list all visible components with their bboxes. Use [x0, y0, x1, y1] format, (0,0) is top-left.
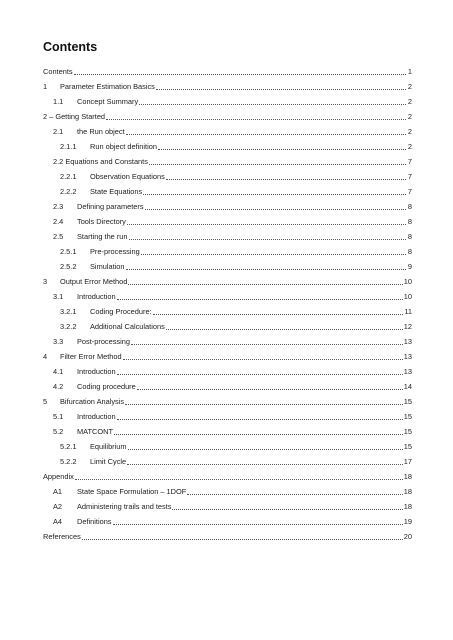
toc-entry-page-number: 18: [403, 472, 412, 481]
toc-entry-number: 2.5: [53, 232, 64, 241]
toc-entry-title: Output Error Method: [60, 277, 128, 286]
toc-entry-number: 2.2.2: [60, 187, 77, 196]
toc-entry-page-number: 17: [403, 457, 412, 466]
toc-entry-number: 2.1.1: [60, 142, 77, 151]
toc-entry-title: Coding Procedure:: [90, 307, 152, 316]
toc-entry-number: 3.3: [53, 337, 64, 346]
toc-entry-page-number: 13: [403, 337, 412, 346]
toc-entry-page-number: 15: [403, 427, 412, 436]
toc-entry[interactable]: [43, 497, 412, 512]
toc-entry-page-number: 7: [407, 157, 412, 166]
toc-entry-number: 2.3: [53, 202, 64, 211]
toc-entry-number: 5.2.1: [60, 442, 77, 451]
toc-entry-title: Observation Equations: [90, 172, 165, 181]
toc-entry-page-number: 12: [403, 322, 412, 331]
dot-leader: [145, 209, 406, 210]
toc-entry-page-number: 2: [407, 127, 412, 136]
toc-entry-number: 2.5.1: [60, 247, 77, 256]
dot-leader: [127, 464, 403, 465]
dot-leader: [149, 164, 406, 165]
toc-entry[interactable]: [43, 467, 412, 482]
toc-entry-page-number: 2: [407, 142, 412, 151]
toc-entry[interactable]: [43, 317, 412, 332]
toc-entry-page-number: 7: [407, 172, 412, 181]
toc-entry-number: 5: [43, 397, 48, 406]
toc-entry-number: 3: [43, 277, 48, 286]
toc-entry[interactable]: [43, 407, 412, 422]
toc-entry[interactable]: [43, 332, 412, 347]
dot-leader: [82, 539, 403, 540]
toc-entry[interactable]: [43, 242, 412, 257]
toc-entry-title: Additional Calculations: [90, 322, 165, 331]
toc-entry-number: 3.2.1: [60, 307, 77, 316]
dot-leader: [74, 74, 406, 75]
toc-entry[interactable]: [43, 257, 412, 272]
toc-entry[interactable]: [43, 287, 412, 302]
toc-entry-number: 2.5.2: [60, 262, 77, 271]
dot-leader: [106, 119, 406, 120]
toc-entry-title: Introduction: [77, 367, 116, 376]
toc-entry-page-number: 15: [403, 397, 412, 406]
toc-entry-title: Coding procedure: [77, 382, 136, 391]
toc-entry-number: 1.1: [53, 97, 64, 106]
dot-leader: [125, 404, 403, 405]
toc-entry-number: 5.2.2: [60, 457, 77, 466]
toc-entry-number: A1: [53, 487, 63, 496]
toc-entry-title: Contents: [43, 67, 73, 76]
toc-entry-number: 2.4: [53, 217, 64, 226]
toc-entry-title: the Run object: [77, 127, 125, 136]
contents-heading: Contents: [43, 40, 98, 54]
dot-leader: [187, 494, 402, 495]
toc-entry-title: Tools Directory: [77, 217, 126, 226]
toc-entry-title: Bifurcation Analysis: [60, 397, 125, 406]
toc-entry-title: Starting the run: [77, 232, 128, 241]
toc-entry-title: Equilibrium: [90, 442, 127, 451]
dot-leader: [139, 104, 406, 105]
toc-entry-page-number: 18: [403, 502, 412, 511]
toc-entry-number: 2.1: [53, 127, 64, 136]
dot-leader: [143, 194, 406, 195]
toc-entry[interactable]: [43, 377, 412, 392]
toc-entry-title: Filter Error Method: [60, 352, 122, 361]
toc-entry-page-number: 13: [403, 367, 412, 376]
toc-entry[interactable]: [43, 167, 412, 182]
toc-entry-number: 5.2: [53, 427, 64, 436]
toc-entry[interactable]: [43, 212, 412, 227]
toc-entry-title: Introduction: [77, 412, 116, 421]
dot-leader: [166, 329, 403, 330]
toc-entry-page-number: 19: [403, 517, 412, 526]
dot-leader: [114, 434, 403, 435]
toc-entry-title: Run object definition: [90, 142, 157, 151]
dot-leader: [156, 89, 406, 90]
toc-entry[interactable]: [43, 347, 412, 362]
dot-leader: [153, 314, 404, 315]
dot-leader: [127, 224, 406, 225]
toc-entry-number: 3.1: [53, 292, 64, 301]
toc-entry-number: A2: [53, 502, 63, 511]
dot-leader: [172, 509, 402, 510]
toc-entry-title: Limit Cycle: [90, 457, 127, 466]
toc-entry-page-number: 1: [407, 67, 412, 76]
toc-entry[interactable]: [43, 272, 412, 287]
dot-leader: [166, 179, 406, 180]
toc-entry-page-number: 8: [407, 202, 412, 211]
toc-entry-number: A4: [53, 517, 63, 526]
toc-entry[interactable]: [43, 422, 412, 437]
toc-entry-page-number: 9: [407, 262, 412, 271]
toc-entry[interactable]: [43, 302, 412, 317]
dot-leader: [131, 344, 403, 345]
toc-entry[interactable]: [43, 62, 412, 77]
toc-entry[interactable]: [43, 362, 412, 377]
toc-entry-page-number: 11: [404, 307, 412, 316]
dot-leader: [113, 524, 403, 525]
dot-leader: [158, 149, 406, 150]
dot-leader: [117, 419, 403, 420]
toc-entry[interactable]: [43, 482, 412, 497]
toc-entry-page-number: 18: [403, 487, 412, 496]
toc-entry-title: Parameter Estimation Basics: [60, 82, 155, 91]
dot-leader: [129, 239, 406, 240]
toc-entry-page-number: 20: [403, 532, 412, 541]
toc-entry[interactable]: [43, 92, 412, 107]
dot-leader: [75, 479, 403, 480]
toc-entry[interactable]: [43, 152, 412, 167]
toc-entry-page-number: 15: [403, 442, 412, 451]
dot-leader: [117, 299, 403, 300]
toc-entry[interactable]: [43, 107, 412, 122]
toc-entry-title: Pre-processing: [90, 247, 140, 256]
toc-entry-title: State Equations: [90, 187, 143, 196]
dot-leader: [117, 374, 403, 375]
toc-entry-number: 1: [43, 82, 48, 91]
dot-leader: [126, 134, 406, 135]
toc-entry[interactable]: [43, 137, 412, 152]
toc-entry-number: 2.2.1: [60, 172, 77, 181]
toc-entry-title: State Space Formulation – 1DOF: [77, 487, 187, 496]
toc-entry[interactable]: [43, 122, 412, 137]
toc-entry-title: MATCONT: [77, 427, 113, 436]
toc-entry-page-number: 8: [407, 232, 412, 241]
toc-entry-page-number: 13: [403, 352, 412, 361]
toc-entry-page-number: 2: [407, 97, 412, 106]
dot-leader: [128, 449, 403, 450]
toc-entry-title: Post-processing: [77, 337, 130, 346]
toc-entry-page-number: 15: [403, 412, 412, 421]
toc-entry-number: 4.1: [53, 367, 64, 376]
toc-entry-page-number: 8: [407, 247, 412, 256]
toc-entry[interactable]: [43, 182, 412, 197]
toc-entry-page-number: 8: [407, 217, 412, 226]
toc-entry-title: 2.2 Equations and Constants: [53, 157, 148, 166]
toc-entry-number: 5.1: [53, 412, 64, 421]
toc-entry-title: Appendix: [43, 472, 74, 481]
toc-entry-title: Introduction: [77, 292, 116, 301]
toc-entry-number: 4: [43, 352, 48, 361]
toc-entry[interactable]: [43, 77, 412, 92]
toc-entry[interactable]: [43, 437, 412, 452]
toc-entry-title: Definitions: [77, 517, 112, 526]
toc-entry-page-number: 2: [407, 82, 412, 91]
toc-entry-title: Administering trails and tests: [77, 502, 172, 511]
dot-leader: [126, 269, 406, 270]
dot-leader: [137, 389, 403, 390]
toc-entry-page-number: 10: [403, 277, 412, 286]
toc-entry[interactable]: [43, 452, 412, 467]
table-of-contents: [43, 62, 412, 542]
dot-leader: [141, 254, 406, 255]
toc-entry-page-number: 10: [403, 292, 412, 301]
toc-entry-page-number: 2: [407, 112, 412, 121]
toc-entry-title: 2 – Getting Started: [43, 112, 106, 121]
toc-entry-title: Defining parameters: [77, 202, 144, 211]
toc-entry-title: Simulation: [90, 262, 125, 271]
toc-entry-page-number: 14: [403, 382, 412, 391]
dot-leader: [128, 284, 402, 285]
toc-entry-page-number: 7: [407, 187, 412, 196]
toc-entry-number: 4.2: [53, 382, 64, 391]
toc-entry[interactable]: [43, 197, 412, 212]
toc-entry[interactable]: [43, 512, 412, 527]
toc-entry-number: 3.2.2: [60, 322, 77, 331]
toc-entry[interactable]: [43, 527, 412, 542]
toc-entry[interactable]: [43, 392, 412, 407]
dot-leader: [123, 359, 403, 360]
toc-entry-title: References: [43, 532, 81, 541]
toc-entry-title: Concept Summary: [77, 97, 139, 106]
toc-entry[interactable]: [43, 227, 412, 242]
